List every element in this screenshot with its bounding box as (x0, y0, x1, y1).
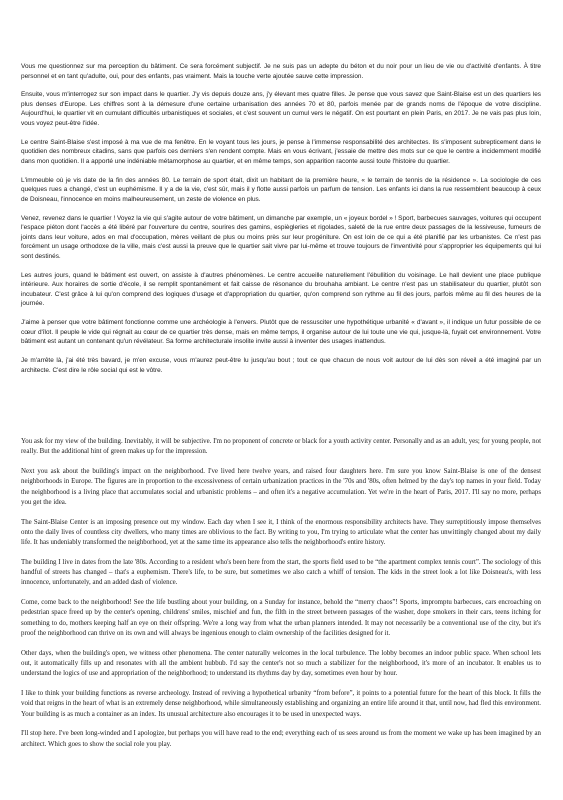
french-paragraph: J'aime à penser que votre bâtiment fonctionne comme une archéologie à l'envers. Plutôt que de ressusciter une hypothétique urbanité « d'avant », il indique un futur possible de ce cœur d'îlot. Il peuple le vide qui régnait au cœur de ce quartier très dense, mais en même temps, il organise autour de lui toute une vie qui, jusque-là, fuyait cet environnement. Votre bâtiment est autant un contenant qu'un révélateur. Sa forme architecturale insolite invite aussi à inventer des usages inattendus. (21, 319, 541, 346)
english-paragraph: I'll stop here. I've been long-winded and I apologize, but perhaps you will have read to the end; everything each of us sees around us from the moment we wake up has been imagined by an architect. Which goes to show the social role you play. (21, 730, 541, 748)
french-paragraph: Ensuite, vous m'interrogez sur son impact dans le quartier. J'y vis depuis douze ans, j'y élevant mes quatre filles. Je pense que vous savez que Saint-Blaise est un des quartiers les plus denses d'Europe. Les chiffres sont à la démesure d'une certaine urbanisation des années 70 et 80, parfois menée par de grands noms de l'époque de votre discipline. Aujourd'hui, le quartier vit en cumulant difficultés urbanistiques et sociales, et c'est souvent un cumul vers le négatif. On est pourtant en plein Paris, en 2017. Je ne vais pas plus loin, vous voyez peut-être l'idée. (21, 91, 541, 128)
english-paragraph: Other days, when the building's open, we witness other phenomena. The center naturally welcomes in the local turbulence. The lobby becomes an indoor public space. When school lets out, it automatically fills up and resonates with all the ambient hubbub. I'd say the center's not so much a stabilizer for the neighborhood, it's more of an incubator. It enables us to understand the logics of use and appropriation of the neighborhood; to understand its rhythms day by day, sometimes even hour by hour. (21, 649, 541, 678)
english-paragraph: The Saint-Blaise Center is an imposing presence out my window. Each day when I see it, I think of the enormous responsibility architects have. They surreptitiously impose themselves onto the daily lives of countless city dwellers, who many times are oblivious to the fact. By writing to you, I'm trying to articulate what the center has unwittingly changed about my daily life. It has undeniably transformed the neighborhood, yet at the same time its appearance also tells the neighborhood's entire history. (21, 518, 541, 547)
english-paragraph: I like to think your building functions as reverse archeology. Instead of reviving a hypothetical urbanity “from before”, it points to a potential future for the heart of this block. It fills the void that reigns in the heart of what is an extremely dense neighborhood, while simultaneously establishing and organizing an entire life around it that, until now, had fled this environment. Your building is as much a container as an index. Its unusual architecture also encourages it to be used in unexpected ways. (21, 689, 541, 718)
english-paragraph: Next you ask about the building's impact on the neighborhood. I've lived here twelve years, and raised four daughters here. I'm sure you know Saint-Blaise is one of the densest neighborhoods in Europe. The figures are in proportion to the excessiveness of certain urbanization practices in the '70s and '80s, often helmed by the day's top names in your field. Today the neighborhood is a living place that accumulates social and urbanistic problems – and often it's a negative accumulation. Yet we're in the heart of Paris, 2017. I'll say no more, perhaps you get the idea. (21, 467, 541, 506)
french-text-block (21, 62, 541, 384)
french-paragraph: Le centre Saint-Blaise s'est imposé à ma vue de ma fenêtre. En le voyant tous les jours, je pense à l'immense responsabilité des architectes. Ils s'imposent subrepticement dans le quotidien des nombreux citadins, sans que parfois ces derniers s'en rendent compte. Mais en vous écrivant, j'essaie de mettre des mots sur ce que le centre a incidemment modifié dans mon quotidien. Il a apporté une indéniable métamorphose au quartier, et en même temps, son apparition raconte aussi toute l'histoire du quartier. (21, 138, 541, 165)
french-paragraph: L'immeuble où je vis date de la fin des années 80. Le terrain de sport était, dixit un habitant de la première heure, « le terrain de tennis de la résidence ». La sociologie de ces quelques rues a changé, c'est un euphémisme. Il y a de la vie, c'est sûr, mais il y flotte aussi parfois un parfum de tension. Les enfants ici dans la rue ressemblent beaucoup à ceux de Doisneau, l'innocence en moins malheureusement, un zeste de violence en plus. (21, 176, 541, 203)
french-paragraph: Venez, revenez dans le quartier ! Voyez la vie qui s'agite autour de votre bâtiment, un dimanche par exemple, un « joyeux bordel » ! Sport, barbecues sauvages, voitures qui occupent l'espace piéton dont l'accès a été libéré par l'ouverture du centre, sourires des gamins, espiègleries et rigolades, saleté de la rue entre deux passages de la lessiveuse, fumeurs de joints dans leur voiture, ados en mal d'occupation, mères veillant de plus ou moins près sur leur progéniture. On est loin de ce qui a été planifié par les urbanistes. Ce n'est pas forcément un usage orthodoxe de la ville, mais c'est aussi la preuve que le quartier sait vivre par lui-même et trouve toujours de l'inventivité pour s'approprier les équipements qui lui sont destinés. (21, 214, 541, 260)
french-paragraph: Les autres jours, quand le bâtiment est ouvert, on assiste à d'autres phénomènes. Le centre accueille naturellement l'ébullition du voisinage. Le hall devient une place publique intérieure. Aux horaires de sortie d'école, il se remplit spontanément et fait caisse de résonance du brouhaha ambiant. Le centre n'est pas un stabilisateur du quartier, plutôt son incubateur. C'est grâce à lui qu'on comprend des logiques d'usage et d'appropriation du quartier, qu'on comprend son rythme au fil des jours, parfois même au fil des heures de la journée. (21, 271, 541, 308)
english-paragraph: You ask for my view of the building. Inevitably, it will be subjective. I'm no proponent of concrete or black for a youth activity center. Personally and as an adult, yes; for young people, not really. But the additional hint of green makes up for the impression. (21, 438, 541, 456)
english-text-block (21, 437, 541, 759)
french-paragraph: Vous me questionnez sur ma perception du bâtiment. Ce sera forcément subjectif. Je ne suis pas un adepte du béton et du noir pour un lieu de vie ou d'activité d'enfants. À titre personnel et en tant qu'adulte, oui, pour des enfants, pas vraiment. Mais la touche verte ajoutée sauve cette impression. (21, 63, 541, 80)
english-paragraph: The building I live in dates from the late '80s. According to a resident who's been here from the start, the sports field used to be “the apartment complex tennis court”. The sociology of this handful of streets has changed – that's a euphemism. There's life, to be sure, but sometimes we also catch a whiff of tension. The kids in the street look a lot like Doisneau's, with less innocence, unfortunately, and an added dash of violence. (21, 558, 541, 587)
french-paragraph: Je m'arrête là, j'ai été très bavard, je m'en excuse, vous m'aurez peut-être lu jusqu'au bout ; tout ce que chacun de nous voit autour de lui dès son réveil a été imaginé par un architecte. C'est dire le rôle social qui est le vôtre. (21, 356, 541, 374)
english-paragraph: Come, come back to the neighborhood! See the life bustling about your building, on a Sunday for instance, behold the “merry chaos”! Sports, impromptu barbecues, cars encroaching on pedestrian space freed up by the center's opening, childrens' smiles, mischief and fun, the filth in the street between passages of the washer, dope smokers in their cars, teens itching for something to do, mothers keeping half an eye on their offspring. We're a long way from what the urban planners intended. It may not necessarily be a conventional use of the city, but it's proof the neighborhood can thrive on its own and will always be ingenious enough to claim ownership of the facilities designed for it. (21, 599, 541, 638)
